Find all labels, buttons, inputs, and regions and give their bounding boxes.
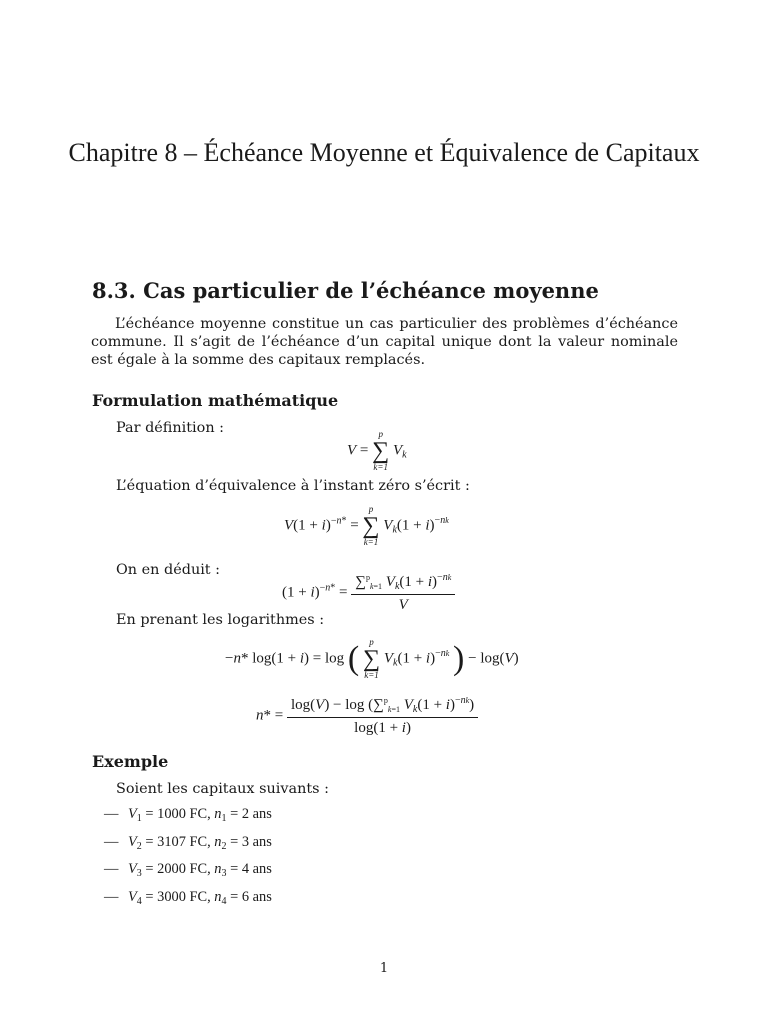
equation-equivalence: $V(1 + i)^{-n*}$ = p ∑ k=1 $V_k(1 + i)^{-nk}$ — [284, 504, 449, 547]
list-item: — $V_2 = 3107$ FC, $n_2 = 3$ ans — [104, 833, 272, 852]
intro-paragraph — [91, 315, 678, 369]
list-item: — $V_3 = 2000$ FC, $n_3 = 4$ ans — [104, 861, 272, 879]
subsection-example: Exemple — [92, 752, 169, 771]
page-number: 1 — [379, 961, 389, 976]
intro-text: L’échéance moyenne constitue un cas particulier des problèmes d’échéance commune. Il s’agit de l’échéance d’un capital unique dont la valeur nominale est égale à la somme des capitaux remplacés. — [91, 316, 678, 368]
subsection-formulation: Formulation mathématique — [92, 391, 339, 410]
text-capitals: Soient les capitaux suivants : — [116, 781, 329, 797]
text-equation-intro: L’équation d’équivalence à l’instant zéro s’écrit : — [116, 478, 470, 494]
text-logs: En prenant les logarithmes : — [116, 612, 325, 628]
section-title: 8.3. Cas particulier de l’échéance moyenne — [92, 278, 599, 303]
equation-definition: V = p ∑ k=1 $V_k$ — [347, 429, 407, 472]
capitals-list — [104, 803, 272, 913]
list-item: — $V_1 = 1000$ FC, $n_1 = 2$ ans — [104, 806, 272, 824]
equation-deduce: $(1 + i)^{-n*}$ = $\frac{\sum^p_{k=1} V_k(1 + i)^{-nk}}{V}$ — [282, 572, 455, 614]
list-item: — $V_4 = 3000$ FC, $n_4 = 6$ ans — [104, 888, 272, 907]
chapter-title: Chapitre 8 – Échéance Moyenne et Équivalence de Capitaux — [68, 138, 700, 167]
equation-nstar: n* = $\frac{\log(V) - \log (\sum^p_{k=1} V_k(1 + i)^{-nk})}{\log(1 + i)}$ — [256, 695, 478, 737]
text-definition: Par définition : — [116, 420, 225, 436]
equation-log: −n* log(1 + i) = log ( p ∑ k=1 $V_k(1 + i)^{-nk}$ ) − log(V) — [225, 637, 519, 680]
text-deduce: On en déduit : — [116, 562, 221, 578]
